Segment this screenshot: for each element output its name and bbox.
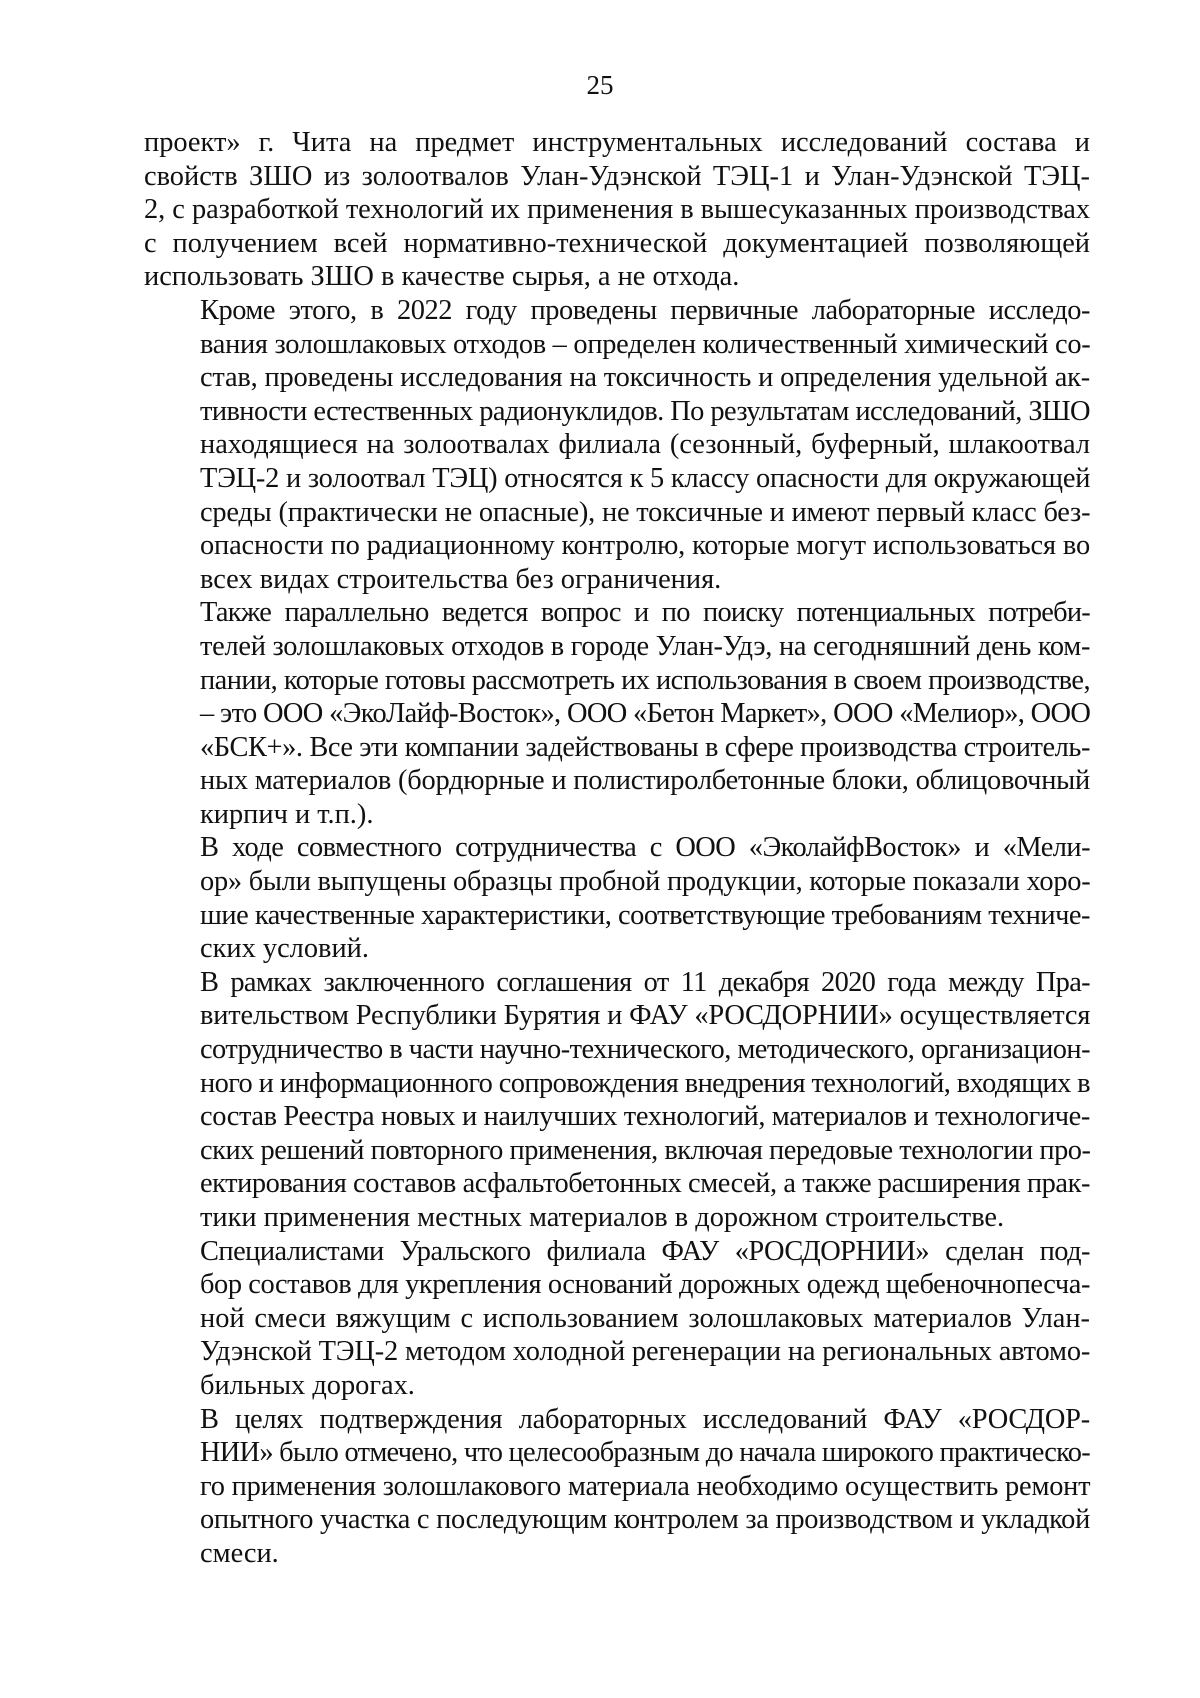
text-line: «БСК+». Все эти компании задействованы в сфере производства строитель- xyxy=(200,731,1090,763)
page-number: 25 xyxy=(586,70,614,100)
text-line: кирпич и т.п.). xyxy=(200,798,374,830)
text-line: В рамках заключенного соглашения от 11 декабря 2020 года между Пра- xyxy=(200,966,1090,998)
text-line: став, проведены исследования на токсичность и определения удельной ак- xyxy=(200,362,1090,394)
document-body xyxy=(144,126,1090,1571)
text-line: смеси. xyxy=(200,1537,279,1569)
text-line: ТЭЦ-2 и золоотвал ТЭЦ) относятся к 5 классу опасности для окружающей xyxy=(200,462,1091,494)
text-line: проект» г. Чита на предмет инструментальных исследований состава и xyxy=(144,127,1090,158)
text-line: Также параллельно ведется вопрос и по поиску потенциальных потреби- xyxy=(200,597,1090,629)
paragraph xyxy=(144,294,1090,596)
paragraph xyxy=(144,126,1090,294)
text-line: ских решений повторного применения, включая передовые технологии про- xyxy=(200,1134,1091,1166)
text-line: НИИ» было отмечено, что целесообразным до начала широкого практическо- xyxy=(200,1437,1090,1469)
text-line: свойств ЗШО из золоотвалов Улан-Удэнской ТЭЦ-1 и Улан-Удэнской ТЭЦ- xyxy=(144,160,1090,192)
text-line: В ходе совместного сотрудничества с ООО «ЭколайфВосток» и «Мели- xyxy=(200,832,1090,864)
text-line: среды (практически не опасные), не токсичные и имеют первый класс без- xyxy=(200,496,1091,528)
text-line: ных материалов (бордюрные и полистиролбетонные блоки, облицовочный xyxy=(200,765,1090,797)
text-line: Кроме этого, в 2022 году проведены первичные лабораторные исследо- xyxy=(200,294,1090,326)
text-line: шие качественные характеристики, соответствующие требованиям техниче- xyxy=(200,899,1090,931)
text-line: состав Реестра новых и наилучших технологий, материалов и технологиче- xyxy=(200,1101,1090,1133)
text-line: тики применения местных материалов в дорожном строительстве. xyxy=(200,1202,1005,1233)
paragraph xyxy=(144,1235,1090,1403)
text-line: вительством Республики Бурятия и ФАУ «РОСДОРНИИ» осуществляется xyxy=(200,1000,1091,1032)
text-line: использовать ЗШО в качестве сырья, а не отхода. xyxy=(144,261,740,293)
text-line: с получением всей нормативно-технической документацией позволяющей xyxy=(144,227,1090,259)
paragraph xyxy=(144,1403,1090,1571)
text-line: телей золошлаковых отходов в городе Улан-Удэ, на сегодняшний день ком- xyxy=(200,630,1091,662)
text-line: ских условий. xyxy=(200,933,369,965)
text-line: – это ООО «ЭкоЛайф-Восток», ООО «Бетон Маркет», ООО «Мелиор», ООО xyxy=(200,698,1091,730)
text-line: ной смеси вяжущим с использованием золошлаковых материалов Улан- xyxy=(200,1302,1090,1334)
text-line: Удэнской ТЭЦ-2 методом холодной регенерации на региональных автомо- xyxy=(200,1336,1091,1368)
text-line: го применения золошлакового материала необходимо осуществить ремонт xyxy=(200,1470,1091,1502)
text-line: ор» были выпущены образцы пробной продукции, которые показали хоро- xyxy=(200,866,1091,898)
text-line: В целях подтверждения лабораторных исследований ФАУ «РОСДОР- xyxy=(200,1403,1090,1435)
text-line: пании, которые готовы рассмотреть их использования в своем производстве, xyxy=(200,664,1090,696)
text-line: всех видах строительства без ограничения. xyxy=(200,563,722,595)
paragraph xyxy=(144,966,1090,1235)
text-line: бильных дорогах. xyxy=(200,1369,415,1401)
paragraph xyxy=(144,596,1090,831)
text-line: бор составов для укрепления оснований дорожных одежд щебеночнопесча- xyxy=(200,1269,1090,1301)
paragraph xyxy=(144,831,1090,965)
text-line: тивности естественных радионуклидов. По результатам исследований, ЗШО xyxy=(200,395,1090,427)
text-line: ектирования составов асфальтобетонных смесей, а также расширения прак- xyxy=(200,1168,1090,1200)
text-line: опасности по радиационному контролю, которые могут использоваться во xyxy=(200,530,1090,562)
text-line: Специалистами Уральского филиала ФАУ «РОСДОРНИИ» сделан под- xyxy=(200,1235,1090,1267)
text-line: вания золошлаковых отходов – определен количественный химический со- xyxy=(200,328,1091,360)
text-line: ного и информационного сопровождения внедрения технологий, входящих в xyxy=(200,1067,1090,1099)
text-line: сотрудничество в части научно-технического, методического, организацион- xyxy=(200,1034,1090,1066)
text-line: находящиеся на золоотвалах филиала (сезонный, буферный, шлакоотвал xyxy=(200,429,1090,461)
text-line: опытного участка с последующим контролем за производством и укладкой xyxy=(200,1504,1090,1536)
text-line: 2, с разработкой технологий их применения в вышесуказанных производствах xyxy=(144,194,1090,226)
